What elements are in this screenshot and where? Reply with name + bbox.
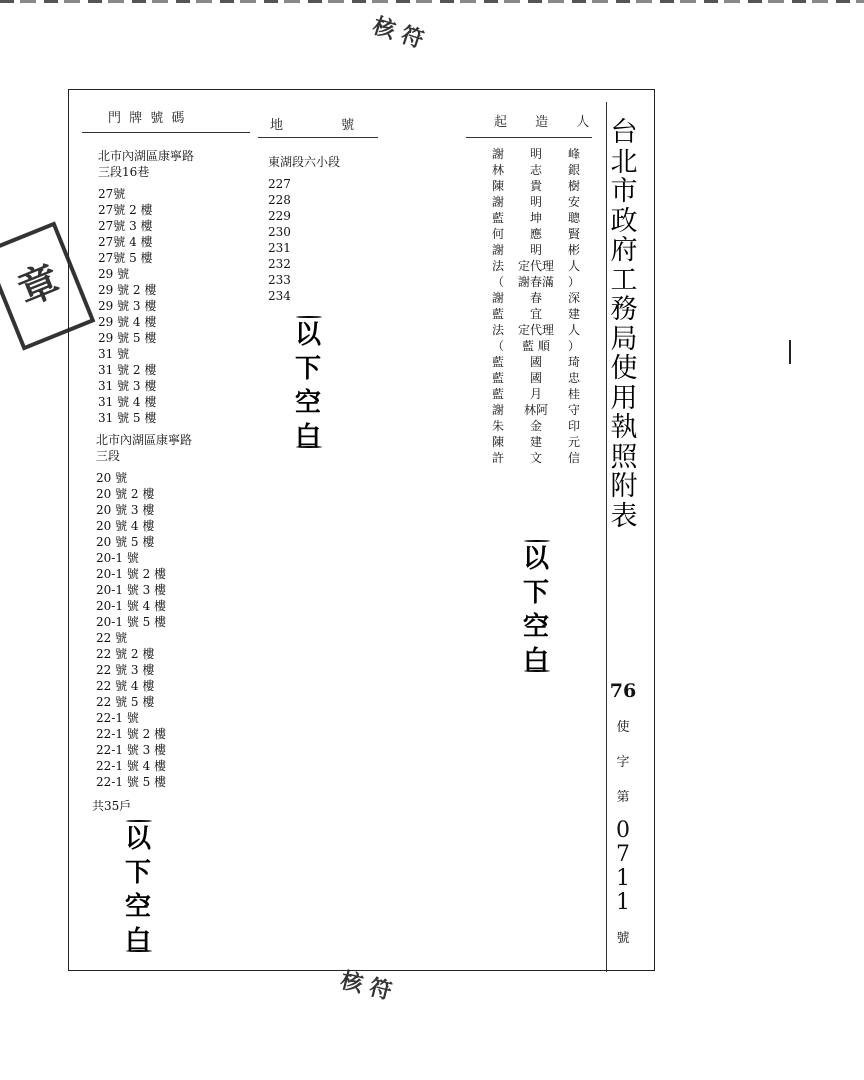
land-number-item: 231 xyxy=(268,241,291,255)
owner-name-part: 安 xyxy=(567,195,580,209)
owner-name-part: 謝 xyxy=(492,403,505,417)
title-char: 府 xyxy=(610,235,638,266)
owner-name-part: 銀 xyxy=(567,163,580,177)
door-number-item: 22-1 號 xyxy=(96,711,139,725)
blank-mark-char: 以 xyxy=(522,544,549,574)
scan-noise-strip xyxy=(0,0,864,3)
owner-name-part: 宜 xyxy=(529,307,542,321)
door-number-item: 27號 3 樓 xyxy=(98,219,153,233)
owner-name-part: 林 xyxy=(492,163,505,177)
owner-name-part: 峰 xyxy=(567,147,580,161)
owner-name-part: 藍 xyxy=(492,355,505,369)
owner-name-part: 朱 xyxy=(492,419,505,433)
land-number-item: 234 xyxy=(268,289,291,303)
owner-row xyxy=(492,418,580,434)
owner-row xyxy=(492,306,580,322)
owner-name-part: 謝 xyxy=(492,195,505,209)
door-section-2 xyxy=(96,432,192,790)
owner-row xyxy=(492,370,580,386)
header-builder: 起 造 人 xyxy=(494,115,592,130)
permit-suffix: 號 xyxy=(616,931,630,946)
land-section-name: 東湖段六小段 xyxy=(268,155,341,169)
owner-name-part: 藍 順 xyxy=(522,339,550,353)
permit-label-char: 第 xyxy=(616,790,630,805)
door-number-item: 31 號 4 樓 xyxy=(98,395,157,409)
owner-name-part: 金 xyxy=(529,419,542,433)
owner-name-part: 志 xyxy=(529,163,542,177)
door-number-item: 22-1 號 3 樓 xyxy=(96,743,167,757)
stamp-left-text: 章 xyxy=(11,257,67,315)
title-char: 執 xyxy=(610,412,638,443)
blank-mark-door xyxy=(118,822,158,958)
owner-name-part: 琦 xyxy=(567,355,580,369)
owner-name-part: 應 xyxy=(529,227,542,241)
land-number-list xyxy=(268,176,340,304)
owner-name-part: 印 xyxy=(567,419,580,433)
door-number-item: 31 號 3 樓 xyxy=(98,379,157,393)
land-number-item: 232 xyxy=(268,257,291,271)
door-number-item: 27號 4 樓 xyxy=(98,235,153,249)
owner-name-part: 陳 xyxy=(492,179,505,193)
owner-row xyxy=(492,322,580,338)
door-number-item: 20 號 4 樓 xyxy=(96,519,155,533)
owner-name-part: 人 xyxy=(567,259,580,273)
blank-mark-char: 下 xyxy=(522,578,549,608)
owner-name-part: 坤 xyxy=(529,211,542,225)
owner-row xyxy=(492,146,580,162)
title-char: 表 xyxy=(610,500,638,532)
door-number-item: 20 號 5 樓 xyxy=(96,535,155,549)
stamp-bottom xyxy=(338,969,394,1005)
blank-mark-char: 空 xyxy=(124,892,151,922)
owner-name-part: （ xyxy=(492,275,505,289)
owner-name-part: 桂 xyxy=(567,387,580,401)
owner-name-part: 國 xyxy=(529,355,542,369)
owner-name-part: 守 xyxy=(567,403,580,417)
title-char: 用 xyxy=(610,382,638,414)
owner-row xyxy=(492,290,580,306)
owner-row xyxy=(492,210,580,226)
door-number-item: 20 號 3 樓 xyxy=(96,503,155,517)
door-section-2-list xyxy=(96,470,192,790)
land-number-item: 227 xyxy=(268,177,291,191)
title-char: 局 xyxy=(610,323,638,355)
owner-name-part: 信 xyxy=(567,451,580,465)
door-number-item: 20 號 2 樓 xyxy=(96,487,155,501)
header-rule-mid xyxy=(258,137,378,138)
owner-name-part: 藍 xyxy=(492,387,505,401)
header-rule-left xyxy=(82,132,250,133)
owner-name-part: 賢 xyxy=(567,227,580,241)
blank-mark-char: 下 xyxy=(294,354,321,384)
land-column xyxy=(268,154,340,304)
title-char: 台 xyxy=(610,117,638,148)
owner-name-part: 謝 xyxy=(492,243,505,257)
permit-year: 76 xyxy=(609,680,637,702)
land-number-item: 233 xyxy=(268,273,291,287)
title-char: 照 xyxy=(610,441,638,473)
owner-name-part: 人 xyxy=(567,323,580,337)
title-char: 政 xyxy=(610,205,638,237)
owner-name-part: 樹 xyxy=(567,179,580,193)
owner-row xyxy=(492,162,580,178)
permit-digit: 7 xyxy=(616,842,630,867)
permit-digit: 1 xyxy=(616,866,630,891)
permit-digit: 0 xyxy=(616,818,630,843)
owner-name-part: 明 xyxy=(529,243,542,257)
permit-digits xyxy=(605,818,641,915)
owner-row xyxy=(492,242,580,258)
owner-name-part: ） xyxy=(567,275,580,289)
permit-label-char: 字 xyxy=(616,755,630,770)
permit-label xyxy=(605,716,641,805)
land-number-item: 229 xyxy=(268,209,291,223)
door-number-item: 29 號 3 樓 xyxy=(98,299,157,313)
door-number-item: 31 號 xyxy=(98,347,130,361)
blank-mark-char: 白 xyxy=(124,926,151,956)
owner-row xyxy=(492,354,580,370)
land-number-item: 230 xyxy=(268,225,291,239)
owner-name-part: 藍 xyxy=(492,211,505,225)
owner-name-part: 國 xyxy=(529,371,542,385)
permit-label-char: 使 xyxy=(616,720,630,735)
owner-name-part: 謝 xyxy=(492,291,505,305)
door-number-item: 29 號 2 樓 xyxy=(98,283,157,297)
door-number-item: 20-1 號 xyxy=(96,551,139,565)
owner-name-part: 春 xyxy=(529,291,542,305)
blank-mark-char: 空 xyxy=(522,612,549,642)
permit-number xyxy=(605,680,641,946)
door-number-item: 22 號 5 樓 xyxy=(96,695,155,709)
door-number-item: 20-1 號 4 樓 xyxy=(96,599,167,613)
permit-digit: 1 xyxy=(616,890,630,915)
header-rule-right xyxy=(466,137,592,138)
owner-name-part: 法 xyxy=(492,259,505,273)
owner-row xyxy=(492,274,580,290)
door-number-item: 29 號 4 樓 xyxy=(98,315,157,329)
door-number-item: 27號 xyxy=(98,187,126,201)
door-section-1-address-1: 北市內湖區康寧路 xyxy=(98,149,195,163)
owner-name-part: 深 xyxy=(567,291,580,305)
owner-name-part: 元 xyxy=(567,435,580,449)
owner-name-part: （ xyxy=(492,339,505,353)
owner-name-part: 文 xyxy=(529,451,542,465)
door-number-item: 27號 5 樓 xyxy=(98,251,153,265)
owner-name-part: 建 xyxy=(567,307,580,321)
owner-row xyxy=(492,226,580,242)
blank-mark-char: 以 xyxy=(124,824,151,854)
door-number-item: 22-1 號 4 樓 xyxy=(96,759,167,773)
blank-mark-char: 下 xyxy=(124,858,151,888)
door-section-1-address-2: 三段16巷 xyxy=(98,165,150,179)
owner-name-part: 月 xyxy=(529,387,542,401)
owner-name-part: 陳 xyxy=(492,435,505,449)
title-char: 工 xyxy=(610,264,638,296)
owner-name-part: 建 xyxy=(529,435,542,449)
owner-name-part: 法 xyxy=(492,323,505,337)
document-title xyxy=(606,118,642,531)
door-number-item: 22-1 號 5 樓 xyxy=(96,775,167,789)
door-number-item: 29 號 5 樓 xyxy=(98,331,157,345)
title-char: 北 xyxy=(610,146,638,178)
door-section-2-address-2: 三段 xyxy=(96,449,121,463)
owner-name-part: 定代理 xyxy=(517,323,554,337)
owner-name-part: 明 xyxy=(529,195,542,209)
door-section-1 xyxy=(98,148,194,426)
owner-name-part: 忠 xyxy=(567,371,580,385)
header-land-number: 地 號 xyxy=(270,118,357,133)
owner-row xyxy=(492,434,580,450)
title-char: 務 xyxy=(610,294,638,325)
title-char: 使 xyxy=(610,353,638,384)
door-number-item: 27號 2 樓 xyxy=(98,203,153,217)
total-households: 共35戶 xyxy=(92,799,132,813)
owner-row xyxy=(492,338,580,354)
door-number-item: 29 號 xyxy=(98,267,130,281)
blank-mark-char: 白 xyxy=(294,422,321,452)
door-number-item: 22 號 2 樓 xyxy=(96,647,155,661)
blank-mark-door-bottom-bracket xyxy=(126,950,152,952)
owner-row xyxy=(492,178,580,194)
blank-mark-land-bottom-bracket xyxy=(296,446,322,448)
blank-mark-char: 以 xyxy=(294,320,321,350)
stamp-top xyxy=(370,15,427,54)
door-section-2-address-1: 北市內湖區康寧路 xyxy=(96,433,193,447)
owner-row xyxy=(492,386,580,402)
blank-mark-owners xyxy=(516,542,556,678)
door-section-1-list xyxy=(98,186,194,426)
owner-name-part: 彬 xyxy=(567,243,580,257)
blank-mark-land xyxy=(288,318,328,454)
door-number-item: 20 號 xyxy=(96,471,128,485)
door-number-item: 31 號 2 樓 xyxy=(98,363,157,377)
header-door-number: 門 牌 號 碼 xyxy=(108,111,187,126)
stamp-top-text: 核 符 xyxy=(369,13,427,54)
blank-mark-owners-bottom-bracket xyxy=(524,670,550,672)
margin-mark xyxy=(789,340,791,364)
owner-name-part: 聰 xyxy=(567,211,580,225)
owner-name-part: ） xyxy=(567,339,580,353)
title-char: 附 xyxy=(610,471,638,502)
door-number-item: 22 號 xyxy=(96,631,128,645)
title-char: 市 xyxy=(610,176,638,207)
owner-name-part: 明 xyxy=(529,147,542,161)
owner-name-part: 藍 xyxy=(492,307,505,321)
door-number-item: 22 號 3 樓 xyxy=(96,663,155,677)
door-number-item: 20-1 號 3 樓 xyxy=(96,583,167,597)
door-number-item: 20-1 號 5 樓 xyxy=(96,615,167,629)
land-number-item: 228 xyxy=(268,193,291,207)
door-number-item: 31 號 5 樓 xyxy=(98,411,157,425)
owner-name-part: 藍 xyxy=(492,371,505,385)
owner-name-part: 許 xyxy=(492,451,505,465)
owner-name-part: 貴 xyxy=(529,179,542,193)
owner-row xyxy=(492,258,580,274)
blank-mark-char: 空 xyxy=(294,388,321,418)
door-number-item: 22 號 4 樓 xyxy=(96,679,155,693)
owners-list xyxy=(492,146,580,466)
owner-row xyxy=(492,402,580,418)
owner-row xyxy=(492,450,580,466)
owner-name-part: 謝 xyxy=(492,147,505,161)
door-number-item: 20-1 號 2 樓 xyxy=(96,567,167,581)
owner-row xyxy=(492,194,580,210)
owner-name-part: 定代理 xyxy=(517,259,554,273)
door-number-item: 22-1 號 2 樓 xyxy=(96,727,167,741)
owner-name-part: 何 xyxy=(492,227,505,241)
owner-name-part: 林阿 xyxy=(523,403,548,417)
owner-name-part: 謝春滿 xyxy=(517,275,554,289)
blank-mark-char: 白 xyxy=(522,646,549,676)
stamp-bottom-text: 核 符 xyxy=(337,968,395,1005)
